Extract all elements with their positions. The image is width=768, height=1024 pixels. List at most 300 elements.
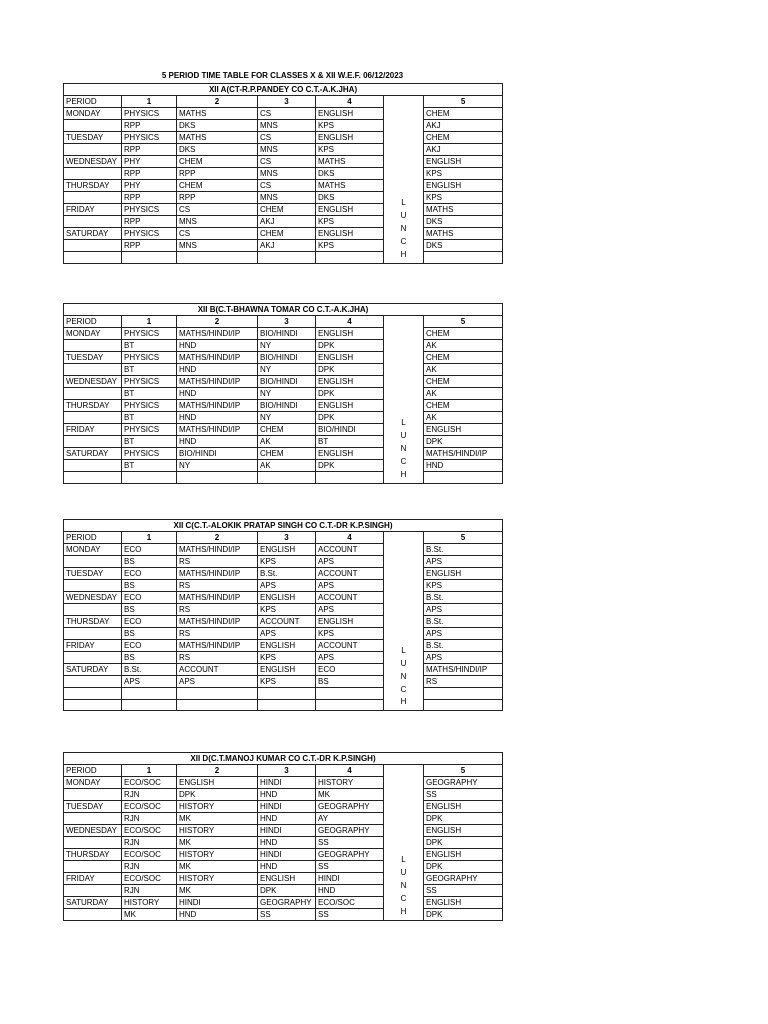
subject-cell: HND (177, 412, 258, 424)
table-row (64, 873, 503, 885)
day-cell (64, 120, 122, 132)
subject-cell: APS (122, 676, 177, 688)
subject-cell: ENGLISH (424, 801, 503, 813)
subject-cell: SS (258, 909, 316, 921)
subject-cell: ENGLISH (424, 849, 503, 861)
day-cell (64, 688, 122, 700)
subject-cell: CS (177, 228, 258, 240)
subject-cell: MATHS/HINDI/IP (177, 424, 258, 436)
lunch-column (384, 316, 424, 484)
subject-cell: PHYSICS (122, 204, 177, 216)
subject-cell: GEOGRAPHY (316, 801, 384, 813)
timetable-table (63, 303, 503, 484)
subject-cell: RJN (122, 885, 177, 897)
day-cell: MONDAY (64, 108, 122, 120)
subject-cell: MATHS/HINDI/IP (177, 616, 258, 628)
subject-cell: KPS (258, 676, 316, 688)
table-row (64, 144, 503, 156)
subject-cell: PHYSICS (122, 448, 177, 460)
subject-cell (258, 472, 316, 484)
subject-cell: HINDI (258, 849, 316, 861)
table-row (64, 664, 503, 676)
period-number: 3 (258, 316, 316, 328)
subject-cell: RS (177, 652, 258, 664)
subject-cell: BS (122, 628, 177, 640)
subject-cell: MATHS/HINDI/IP (177, 376, 258, 388)
subject-cell: APS (258, 580, 316, 592)
subject-cell: HND (258, 861, 316, 873)
day-cell (64, 168, 122, 180)
subject-cell: HISTORY (122, 897, 177, 909)
subject-cell: MNS (258, 144, 316, 156)
subject-cell: ENGLISH (316, 228, 384, 240)
subject-cell: MK (177, 813, 258, 825)
day-cell: FRIDAY (64, 204, 122, 216)
subject-cell: PHYSICS (122, 352, 177, 364)
table-row (64, 376, 503, 388)
table-row (64, 568, 503, 580)
subject-cell (424, 252, 503, 264)
subject-cell: SS (424, 789, 503, 801)
period-number: 3 (258, 532, 316, 544)
subject-cell: NY (258, 364, 316, 376)
table-row (64, 240, 503, 252)
subject-cell (122, 699, 177, 711)
period-number: 4 (316, 532, 384, 544)
subject-cell: AKJ (258, 216, 316, 228)
subject-cell: MK (177, 861, 258, 873)
subject-cell (177, 472, 258, 484)
subject-cell: B.St. (424, 616, 503, 628)
subject-cell: BT (122, 412, 177, 424)
subject-cell: CS (177, 204, 258, 216)
period-header: PERIOD (64, 316, 122, 328)
subject-cell: HND (177, 909, 258, 921)
subject-cell: CHEM (424, 328, 503, 340)
period-number: 1 (122, 316, 177, 328)
subject-cell (316, 472, 384, 484)
subject-cell: ENGLISH (316, 400, 384, 412)
subject-cell: APS (424, 556, 503, 568)
table-row (64, 132, 503, 144)
day-cell: THURSDAY (64, 849, 122, 861)
class-caption: XII B(C.T-BHAWNA TOMAR CO C.T.-A.K.JHA) (64, 304, 503, 316)
subject-cell: ENGLISH (258, 640, 316, 652)
subject-cell: RPP (177, 192, 258, 204)
period-number: 5 (424, 765, 503, 777)
subject-cell (258, 699, 316, 711)
subject-cell: BS (122, 580, 177, 592)
timetable-block (63, 83, 502, 264)
period-number: 4 (316, 96, 384, 108)
period-number: 1 (122, 96, 177, 108)
day-cell: WEDNESDAY (64, 376, 122, 388)
subject-cell: B.St. (258, 568, 316, 580)
subject-cell (177, 252, 258, 264)
subject-cell: PHY (122, 156, 177, 168)
subject-cell (122, 252, 177, 264)
day-cell (64, 885, 122, 897)
subject-cell: MK (316, 789, 384, 801)
subject-cell (316, 699, 384, 711)
subject-cell: BT (122, 364, 177, 376)
timetable-table (63, 83, 503, 264)
subject-cell: GEOGRAPHY (424, 777, 503, 789)
subject-cell: KPS (258, 652, 316, 664)
lunch-letter: C (400, 894, 407, 904)
subject-cell: NY (258, 412, 316, 424)
period-number: 1 (122, 765, 177, 777)
subject-cell: PHYSICS (122, 424, 177, 436)
lunch-letter: C (400, 684, 407, 694)
subject-cell: ENGLISH (316, 328, 384, 340)
subject-cell: GEOGRAPHY (316, 825, 384, 837)
class-caption: XII D(C.T.MANOJ KUMAR CO C.T.-DR K.P.SINGH) (64, 753, 503, 765)
subject-cell: MNS (177, 216, 258, 228)
subject-cell: BS (122, 652, 177, 664)
day-cell (64, 144, 122, 156)
subject-cell: DPK (316, 460, 384, 472)
subject-cell: HINDI (177, 897, 258, 909)
subject-cell: GEOGRAPHY (258, 897, 316, 909)
subject-cell: RS (177, 556, 258, 568)
table-row (64, 897, 503, 909)
subject-cell: BT (122, 436, 177, 448)
day-cell: SATURDAY (64, 897, 122, 909)
subject-cell: RJN (122, 837, 177, 849)
subject-cell: BS (122, 556, 177, 568)
subject-cell: KPS (424, 168, 503, 180)
subject-cell (122, 688, 177, 700)
subject-cell: ENGLISH (258, 592, 316, 604)
subject-cell: MATHS/HINDI/IP (177, 640, 258, 652)
lunch-letter: H (400, 697, 407, 707)
lunch-letter: C (400, 456, 407, 466)
subject-cell: ACCOUNT (316, 544, 384, 556)
day-cell: TUESDAY (64, 132, 122, 144)
subject-cell: CS (258, 132, 316, 144)
subject-cell: ENGLISH (177, 777, 258, 789)
lunch-letter: L (401, 645, 406, 655)
subject-cell: CHEM (424, 132, 503, 144)
subject-cell: BIO/HINDI (258, 376, 316, 388)
table-row (64, 604, 503, 616)
day-cell (64, 909, 122, 921)
subject-cell: MATHS/HINDI/IP (424, 448, 503, 460)
table-row (64, 156, 503, 168)
lunch-letter: N (400, 671, 407, 681)
day-cell: TUESDAY (64, 801, 122, 813)
subject-cell: MATHS (316, 180, 384, 192)
subject-cell: KPS (316, 240, 384, 252)
subject-cell: PHYSICS (122, 108, 177, 120)
period-number: 3 (258, 765, 316, 777)
subject-cell: AY (316, 813, 384, 825)
subject-cell: CHEM (258, 204, 316, 216)
subject-cell: ECO (122, 544, 177, 556)
subject-cell: HND (258, 813, 316, 825)
lunch-letter: U (400, 431, 407, 441)
table-row (64, 825, 503, 837)
subject-cell: CS (258, 108, 316, 120)
subject-cell: ENGLISH (424, 825, 503, 837)
day-cell: FRIDAY (64, 873, 122, 885)
subject-cell: RJN (122, 789, 177, 801)
subject-cell: DPK (316, 412, 384, 424)
lunch-letter: H (400, 249, 407, 259)
subject-cell: DKS (316, 192, 384, 204)
day-cell: FRIDAY (64, 424, 122, 436)
subject-cell: MNS (258, 120, 316, 132)
subject-cell: MATHS/HINDI/IP (177, 544, 258, 556)
period-number: 4 (316, 765, 384, 777)
subject-cell: NY (258, 340, 316, 352)
subject-cell: MNS (177, 240, 258, 252)
subject-cell: RS (177, 628, 258, 640)
lunch-letter: N (400, 443, 407, 453)
subject-cell: HISTORY (316, 777, 384, 789)
subject-cell: APS (424, 652, 503, 664)
lunch-column (384, 532, 424, 711)
subject-cell: APS (316, 580, 384, 592)
subject-cell: CHEM (258, 424, 316, 436)
subject-cell: PHY (122, 180, 177, 192)
subject-cell: PHYSICS (122, 376, 177, 388)
subject-cell: MATHS/HINDI/IP (177, 328, 258, 340)
day-cell: WEDNESDAY (64, 156, 122, 168)
subject-cell: HND (177, 340, 258, 352)
table-row (64, 849, 503, 861)
subject-cell: B.St. (424, 592, 503, 604)
table-row (64, 460, 503, 472)
table-row (64, 640, 503, 652)
table-row (64, 676, 503, 688)
subject-cell: ECO/SOC (122, 825, 177, 837)
subject-cell: ACCOUNT (177, 664, 258, 676)
subject-cell: MK (177, 837, 258, 849)
subject-cell: RPP (122, 240, 177, 252)
subject-cell: CHEM (258, 448, 316, 460)
subject-cell: ENGLISH (424, 156, 503, 168)
subject-cell: ACCOUNT (316, 568, 384, 580)
day-cell (64, 604, 122, 616)
subject-cell: PHYSICS (122, 228, 177, 240)
lunch-letter: U (400, 868, 407, 878)
subject-cell: ENGLISH (258, 873, 316, 885)
subject-cell: ECO (122, 640, 177, 652)
subject-cell: ECO (122, 616, 177, 628)
subject-cell: MATHS/HINDI/IP (177, 568, 258, 580)
subject-cell: HISTORY (177, 873, 258, 885)
subject-cell: ECO/SOC (122, 777, 177, 789)
table-row (64, 216, 503, 228)
subject-cell: MNS (258, 168, 316, 180)
subject-cell: ENGLISH (316, 616, 384, 628)
day-cell: SATURDAY (64, 448, 122, 460)
subject-cell: CHEM (424, 352, 503, 364)
subject-cell: SS (316, 909, 384, 921)
day-cell (64, 252, 122, 264)
day-cell (64, 837, 122, 849)
subject-cell: BIO/HINDI (258, 352, 316, 364)
subject-cell: MATHS (316, 156, 384, 168)
day-cell: TUESDAY (64, 568, 122, 580)
subject-cell: BT (316, 436, 384, 448)
table-row (64, 544, 503, 556)
subject-cell: APS (316, 556, 384, 568)
subject-cell: RPP (122, 168, 177, 180)
period-number: 5 (424, 316, 503, 328)
subject-cell: DPK (316, 364, 384, 376)
subject-cell: PHYSICS (122, 400, 177, 412)
subject-cell: SS (316, 861, 384, 873)
subject-cell: AK (424, 412, 503, 424)
subject-cell: B.St. (424, 544, 503, 556)
subject-cell: ENGLISH (258, 664, 316, 676)
subject-cell (177, 699, 258, 711)
subject-cell (424, 699, 503, 711)
day-cell (64, 580, 122, 592)
subject-cell: ENGLISH (316, 132, 384, 144)
table-row (64, 580, 503, 592)
subject-cell: ENGLISH (316, 108, 384, 120)
day-cell: THURSDAY (64, 180, 122, 192)
subject-cell: MK (177, 885, 258, 897)
timetable-table (63, 519, 503, 711)
day-cell: MONDAY (64, 544, 122, 556)
day-cell (64, 216, 122, 228)
subject-cell: RPP (122, 144, 177, 156)
table-row (64, 777, 503, 789)
subject-cell: NY (258, 388, 316, 400)
class-caption: XII A(CT-R.P.PANDEY CO C.T.-A.K.JHA) (64, 84, 503, 96)
subject-cell: ENGLISH (424, 568, 503, 580)
subject-cell: APS (316, 652, 384, 664)
timetable-block (63, 752, 502, 921)
subject-cell: KPS (258, 556, 316, 568)
subject-cell: KPS (316, 120, 384, 132)
day-cell (64, 412, 122, 424)
header-row (64, 96, 503, 108)
day-cell (64, 628, 122, 640)
subject-cell: AK (424, 340, 503, 352)
table-row (64, 400, 503, 412)
subject-cell: APS (424, 604, 503, 616)
class-caption: XII C(C.T.-ALOKIK PRATAP SINGH CO C.T.-DR K.P.SINGH) (64, 520, 503, 532)
subject-cell: KPS (258, 604, 316, 616)
subject-cell: AK (258, 436, 316, 448)
subject-cell: BT (122, 388, 177, 400)
day-cell (64, 240, 122, 252)
subject-cell: HND (258, 789, 316, 801)
subject-cell: RPP (122, 192, 177, 204)
subject-cell (424, 472, 503, 484)
subject-cell: SS (424, 885, 503, 897)
subject-cell: DPK (424, 837, 503, 849)
period-number: 4 (316, 316, 384, 328)
day-cell: SATURDAY (64, 228, 122, 240)
subject-cell: MATHS/HINDI/IP (424, 664, 503, 676)
subject-cell: HINDI (258, 825, 316, 837)
table-row (64, 204, 503, 216)
subject-cell: ENGLISH (316, 352, 384, 364)
table-row (64, 789, 503, 801)
table-row (64, 180, 503, 192)
subject-cell (258, 252, 316, 264)
subject-cell: RPP (177, 168, 258, 180)
table-row (64, 885, 503, 897)
subject-cell: ECO/SOC (122, 873, 177, 885)
subject-cell: DPK (316, 388, 384, 400)
subject-cell: ACCOUNT (258, 616, 316, 628)
subject-cell: KPS (424, 580, 503, 592)
lunch-column (384, 765, 424, 921)
subject-cell: AKJ (424, 120, 503, 132)
table-row (64, 861, 503, 873)
subject-cell: HND (177, 364, 258, 376)
day-cell (64, 364, 122, 376)
table-row (64, 628, 503, 640)
header-row (64, 316, 503, 328)
table-row (64, 801, 503, 813)
table-row (64, 652, 503, 664)
subject-cell: APS (424, 628, 503, 640)
period-number: 2 (177, 96, 258, 108)
day-cell: THURSDAY (64, 616, 122, 628)
subject-cell: SS (316, 837, 384, 849)
day-cell (64, 436, 122, 448)
day-cell: TUESDAY (64, 352, 122, 364)
subject-cell: ECO/SOC (122, 801, 177, 813)
subject-cell: DKS (424, 240, 503, 252)
subject-cell: AK (424, 364, 503, 376)
period-number: 1 (122, 532, 177, 544)
subject-cell: DKS (424, 216, 503, 228)
timetable-block (63, 519, 502, 711)
subject-cell: BIO/HINDI (177, 448, 258, 460)
day-cell (64, 813, 122, 825)
day-cell (64, 789, 122, 801)
subject-cell: HND (424, 460, 503, 472)
day-cell: WEDNESDAY (64, 592, 122, 604)
subject-cell: CHEM (424, 108, 503, 120)
subject-cell (122, 472, 177, 484)
table-row (64, 352, 503, 364)
subject-cell: DPK (424, 436, 503, 448)
subject-cell: BT (122, 340, 177, 352)
day-cell (64, 472, 122, 484)
subject-cell (258, 688, 316, 700)
day-cell: THURSDAY (64, 400, 122, 412)
subject-cell: BS (122, 604, 177, 616)
subject-cell: MNS (258, 192, 316, 204)
subject-cell: ECO (122, 592, 177, 604)
table-row (64, 120, 503, 132)
table-row (64, 424, 503, 436)
subject-cell: ENGLISH (316, 448, 384, 460)
day-cell: MONDAY (64, 328, 122, 340)
subject-cell: RPP (122, 216, 177, 228)
subject-cell: APS (258, 628, 316, 640)
subject-cell: KPS (316, 144, 384, 156)
subject-cell: MATHS/HINDI/IP (177, 352, 258, 364)
subject-cell: ACCOUNT (316, 640, 384, 652)
day-cell (64, 676, 122, 688)
subject-cell: HINDI (258, 801, 316, 813)
period-header: PERIOD (64, 765, 122, 777)
subject-cell: ECO (316, 664, 384, 676)
subject-cell: ENGLISH (424, 180, 503, 192)
